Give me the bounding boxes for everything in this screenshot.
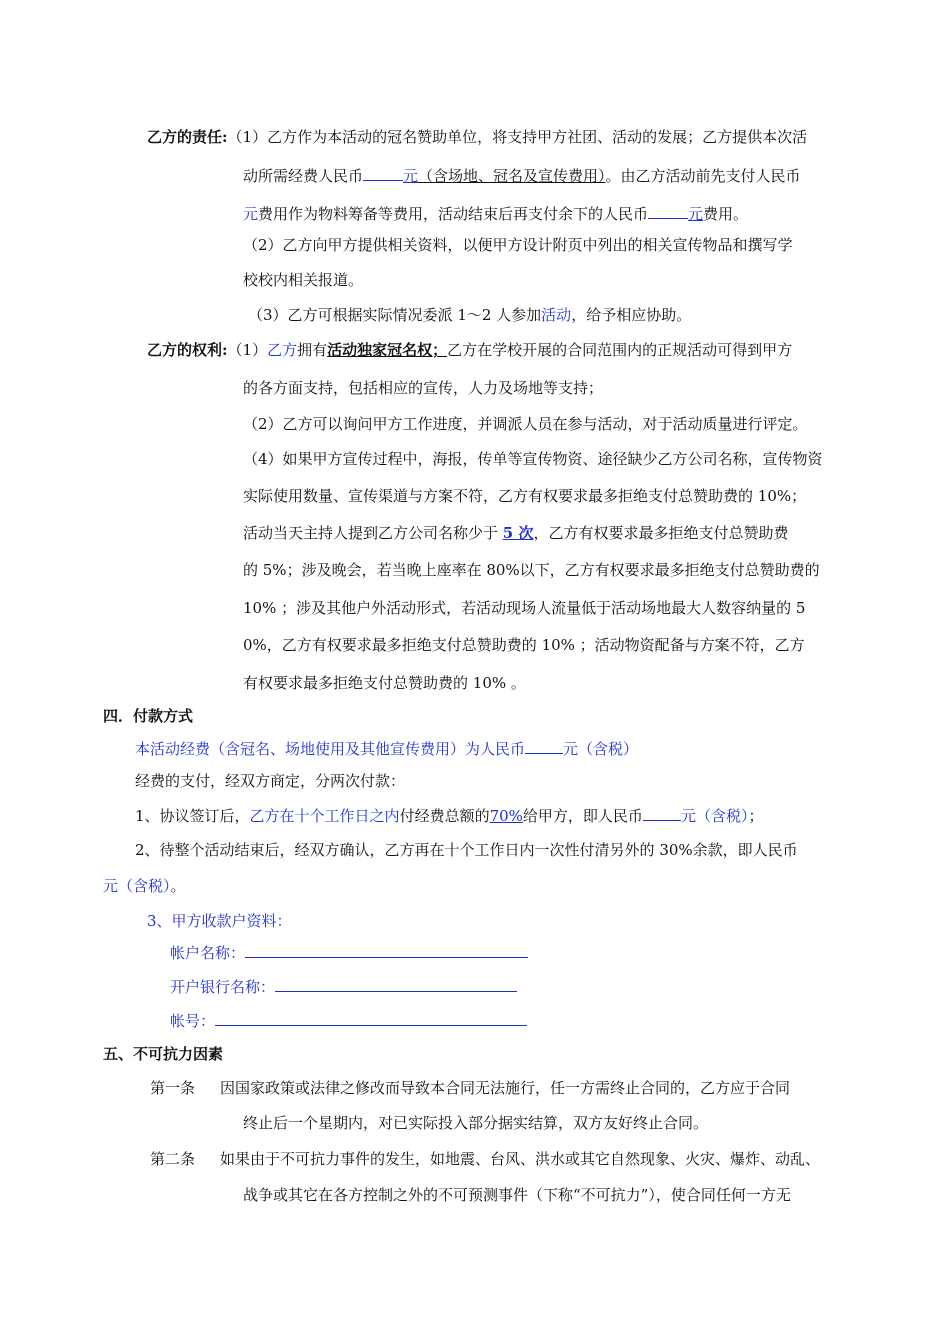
responsibility-text: （3）乙方可根据实际情况委派 1～2 人参加 [248,306,542,324]
account-name-field[interactable] [245,943,528,958]
responsibility-line-1 [147,127,807,147]
account-number-field[interactable] [215,1011,527,1026]
bank-name-label: 开户银行名称： [170,978,276,996]
responsibility-text: ，给予相应协助。 [571,306,692,324]
rights-text: 的各方面支持，包括相应的宣传，人力及场地等支持； [243,379,604,397]
payment-text: 本活动经费（含冠名、场地使用及其他宣传费用）为人民币 [135,740,526,758]
article-number: 第一条 [150,1079,196,1097]
article-1-line-1 [150,1078,790,1098]
rights-text: 10% ；涉及其他户外活动形式，若活动现场人流量低于活动场地最大人数容纳量的 5 [243,599,806,617]
activity-word: 活动 [541,306,572,324]
rights-line-3 [243,414,808,434]
payment-deadline: 乙方在十个工作日之内 [249,807,400,825]
responsibility-text: （1）乙方作为本活动的冠名赞助单位，将支持甲方社团、活动的发展；乙方提供本次活 [227,128,808,146]
payment-line-2: 经费的支付，经双方商定，分两次付款： [135,772,406,790]
rights-label: 乙方的权利: [147,341,228,359]
payment-text: 元（含税） [563,740,639,758]
rights-line-10 [243,673,526,693]
rights-line-1 [147,340,792,360]
rights-line-4 [243,449,823,469]
rights-text: 0%，乙方有权要求最多拒绝支付总赞助费的 10% ；活动物资配备与方案不符，乙方 [243,636,805,654]
responsibility-text: （2）乙方向甲方提供相关资料，以便甲方设计附页中列出的相关宣传物品和撰写学 [243,236,793,254]
fee-scope-note: （含场地、冠名及宣传费用） [418,167,606,185]
article-text: 因国家政策或法律之修改而导致本合同无法施行，任一方需终止合同的，乙方应于合同 [220,1079,791,1097]
payment-text: 付经费总额的 [399,807,490,825]
account-name-row [170,943,528,963]
rights-line-6 [243,523,788,543]
amount-blank[interactable] [648,203,688,219]
payment-line-3 [135,805,763,826]
payment-text: ； [748,807,764,825]
responsibility-line-4 [243,235,793,255]
article-1-line-2: 终止后一个星期内，对已实际投入部分据实结算，双方友好终止合同。 [243,1114,709,1132]
yuan-label: 元 [243,205,259,223]
exclusive-naming-right: 活动独家冠名权； [327,341,448,359]
bank-name-field[interactable] [275,977,517,992]
amount-blank[interactable] [525,738,563,754]
rights-text: （4）如果甲方宣传过程中，海报，传单等宣传物资、途径缺少乙方公司名称，宣传物资 [243,450,823,468]
responsibility-line-2 [243,165,801,186]
force-majeure-heading: 五、不可抗力因素 [103,1045,224,1063]
rights-text: 有权要求最多拒绝支付总赞助费的 10% 。 [243,674,526,692]
account-number-label: 帐号： [170,1012,216,1030]
rights-text: 乙方在学校开展的合同范围内的正规活动可得到甲方 [447,341,793,359]
rights-line-9 [243,635,805,655]
rights-text: 拥有 [297,341,328,359]
rights-text: （2）乙方可以询问甲方工作进度，并调派人员在参与活动，对于活动质量进行评定。 [243,415,808,433]
mention-count: 5 次 [502,524,534,542]
responsibility-text: 费用作为物料筹备等费用，活动结束后再支付余下的人民币 [258,205,649,223]
yuan-label: 元 [403,167,419,185]
payment-text: 给甲方，即人民币 [522,807,643,825]
article-number: 第二条 [150,1150,196,1168]
rights-text: 活动当天主持人提到乙方公司名称少于 [243,524,503,542]
payment-line-6: 3、甲方收款户资料： [147,912,292,930]
payment-text: 1、协议签订后， [135,807,250,825]
responsibility-label: 乙方的责任: [147,128,228,146]
responsibility-text: 校校内相关报道。 [243,271,364,289]
bank-name-row [170,977,517,997]
account-number-row [170,1011,527,1031]
article-2-line-2: 战争或其它在各方控制之外的不可预测事件（下称“不可抗力”），使合同任何一方无 [243,1186,791,1204]
rights-text: 实际使用数量、宣传渠道与方案不符，乙方有权要求最多拒绝支付总赞助费的 10%； [243,487,807,505]
amount-blank[interactable] [643,805,681,821]
responsibility-line-6 [248,305,691,325]
payment-text: 。 [170,877,186,895]
payment-percent: 70% [489,807,523,825]
payment-heading: 四．付款方式 [103,707,194,725]
payment-text: 元（含税） [103,877,171,895]
rights-text: 的 5%；涉及晚会，若当晚上座率在 80%以下，乙方有权要求最多拒绝支付总赞助费的 [243,561,820,579]
responsibility-line-5 [243,270,363,290]
responsibility-text: 费用。 [703,205,749,223]
rights-line-7 [243,560,820,580]
article-text: 如果由于不可抗力事件的发生，如地震、台风、洪水或其它自然现象、火灾、爆炸、动乱、 [220,1150,821,1168]
account-name-label: 帐户名称： [170,944,246,962]
yuan-label: 元 [688,205,704,223]
rights-line-5 [243,486,806,506]
rights-text: （1） [227,341,268,359]
rights-text: ，乙方有权要求最多拒绝支付总赞助费 [533,524,789,542]
payment-text: 元（含税） [680,807,749,825]
responsibility-line-3 [243,203,748,224]
payment-line-4: 2、待整个活动结束后，经双方确认，乙方再在十个工作日内一次性付清另外的 30%余款，即人民币 [135,841,798,859]
payment-line-1 [135,738,638,759]
article-2-line-1 [150,1149,820,1169]
responsibility-text: 。由乙方活动前先支付人民币 [605,167,801,185]
responsibility-text: 动所需经费人民币 [243,167,364,185]
payment-line-5 [103,876,186,896]
rights-line-8 [243,598,805,618]
party-b-word: 乙方 [267,341,298,359]
amount-blank[interactable] [363,165,403,181]
rights-line-2 [243,378,603,398]
